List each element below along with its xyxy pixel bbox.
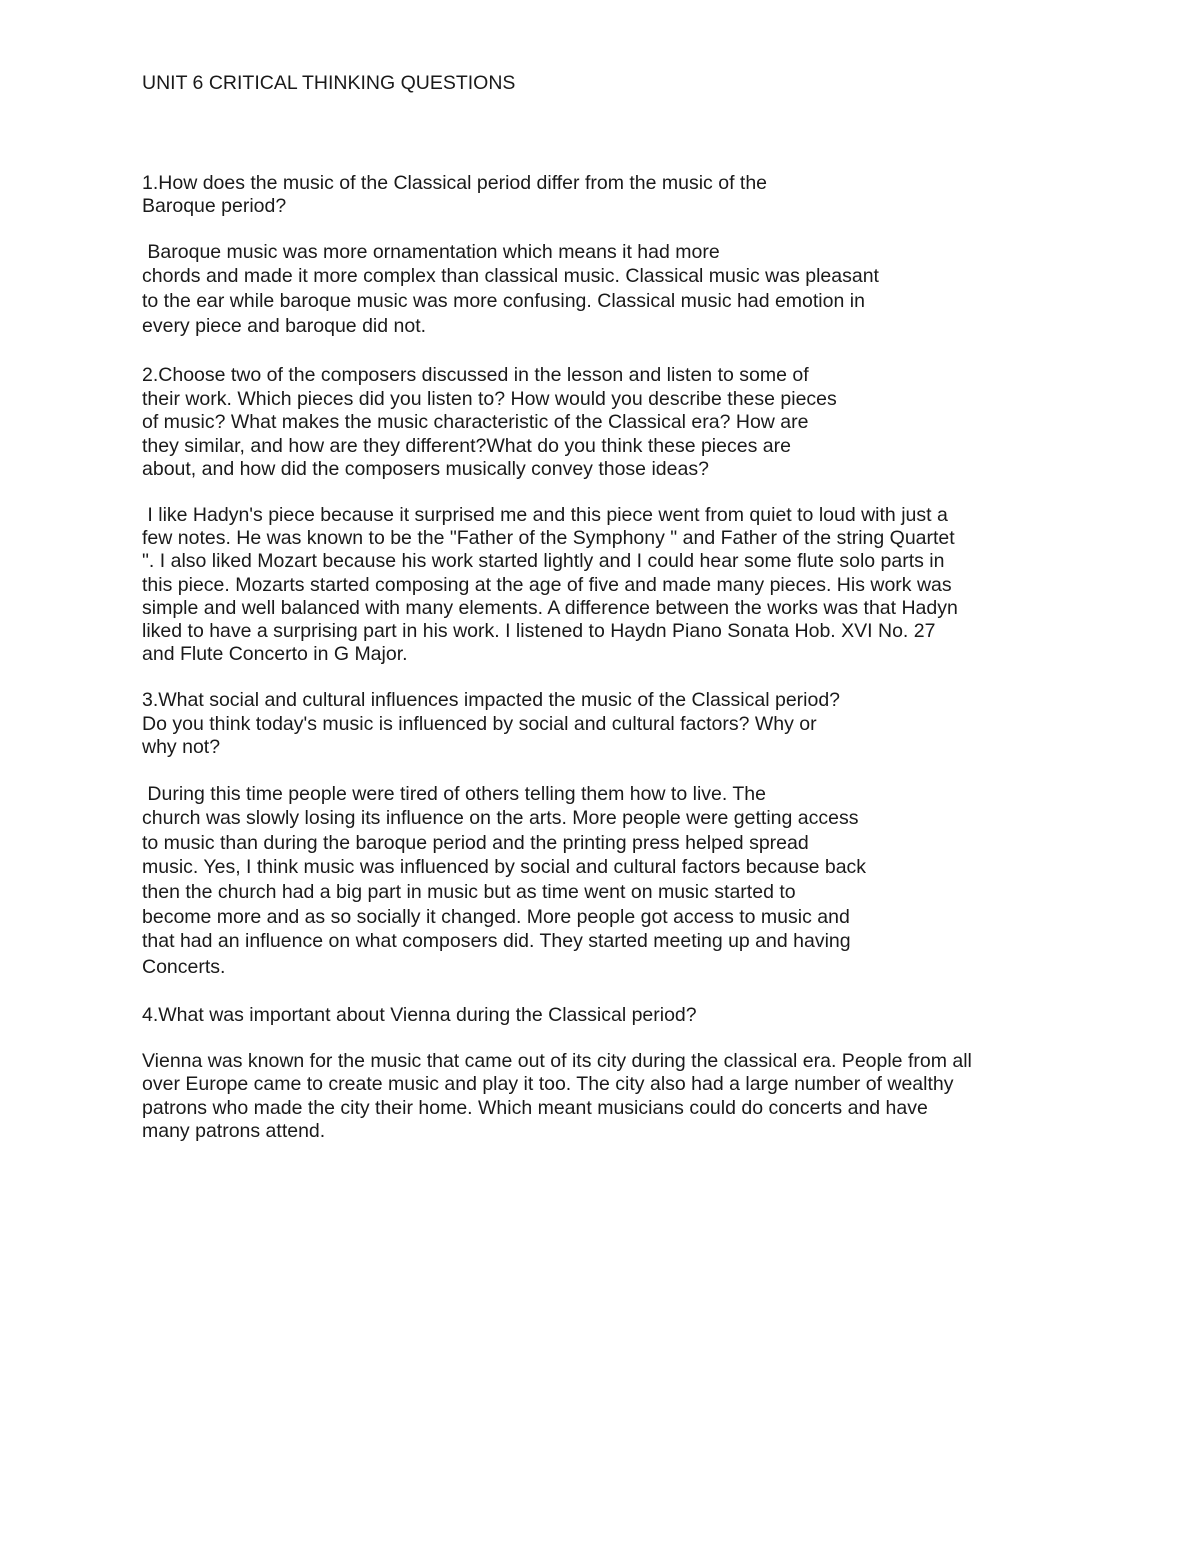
- q2-question-line: they similar, and how are they different?What do you think these pieces are: [142, 435, 791, 457]
- q3-answer-line: Concerts.: [142, 956, 226, 978]
- q1-answer-line: Baroque music was more ornamentation which means it had more: [142, 241, 720, 263]
- q1-answer-line: chords and made it more complex than classical music. Classical music was pleasant: [142, 265, 879, 287]
- q2-answer-line: I like Hadyn's piece because it surprised me and this piece went from quiet to loud with just a: [142, 504, 948, 526]
- q3-answer-line: to music than during the baroque period and the printing press helped spread: [142, 832, 809, 854]
- q4-answer-line: patrons who made the city their home. Which meant musicians could do concerts and have: [142, 1097, 928, 1119]
- q2-question-line: their work. Which pieces did you listen to? How would you describe these pieces: [142, 388, 837, 410]
- q2-answer-line: ". I also liked Mozart because his work started lightly and I could hear some flute solo parts in: [142, 550, 945, 572]
- q3-answer-line: that had an influence on what composers did. They started meeting up and having: [142, 930, 851, 952]
- q3-question-line: why not?: [142, 736, 221, 758]
- q3-answer-line: During this time people were tired of others telling them how to live. The: [142, 783, 766, 805]
- q2-answer-line: few notes. He was known to be the "Father of the Symphony " and Father of the string Quartet: [142, 527, 955, 549]
- q1-answer-line: to the ear while baroque music was more confusing. Classical music had emotion in: [142, 290, 865, 312]
- document-title: UNIT 6 CRITICAL THINKING QUESTIONS: [142, 72, 516, 94]
- q1-answer-line: every piece and baroque did not.: [142, 315, 427, 337]
- q1-question-line: Baroque period?: [142, 195, 287, 217]
- q2-answer-line: this piece. Mozarts started composing at the age of five and made many pieces. His work was: [142, 574, 952, 596]
- q3-question-line: 3.What social and cultural influences impacted the music of the Classical period?: [142, 689, 841, 711]
- q2-question-line: of music? What makes the music characteristic of the Classical era? How are: [142, 411, 809, 433]
- q2-question-line: 2.Choose two of the composers discussed in the lesson and listen to some of: [142, 364, 809, 386]
- q4-answer-line: Vienna was known for the music that came out of its city during the classical era. People from all: [142, 1050, 972, 1072]
- q2-answer-line: simple and well balanced with many elements. A difference between the works was that Hadyn: [142, 597, 958, 619]
- q1-question-line: 1.How does the music of the Classical period differ from the music of the: [142, 172, 768, 194]
- q2-answer-line: and Flute Concerto in G Major.: [142, 643, 408, 665]
- q3-question-line: Do you think today's music is influenced by social and cultural factors? Why or: [142, 713, 817, 735]
- q3-answer-line: church was slowly losing its influence on the arts. More people were getting access: [142, 807, 859, 829]
- q2-question-line: about, and how did the composers musically convey those ideas?: [142, 458, 709, 480]
- q3-answer-line: music. Yes, I think music was influenced by social and cultural factors because back: [142, 856, 867, 878]
- q3-answer-line: become more and as so socially it changed. More people got access to music and: [142, 906, 850, 928]
- q2-answer-line: liked to have a surprising part in his work. I listened to Haydn Piano Sonata Hob. XVI No. 27: [142, 620, 936, 642]
- q4-question-line: 4.What was important about Vienna during the Classical period?: [142, 1004, 697, 1026]
- q4-answer-line: over Europe came to create music and play it too. The city also had a large number of wealthy: [142, 1073, 954, 1095]
- q3-answer-line: then the church had a big part in music but as time went on music started to: [142, 881, 796, 903]
- q4-answer-line: many patrons attend.: [142, 1120, 326, 1142]
